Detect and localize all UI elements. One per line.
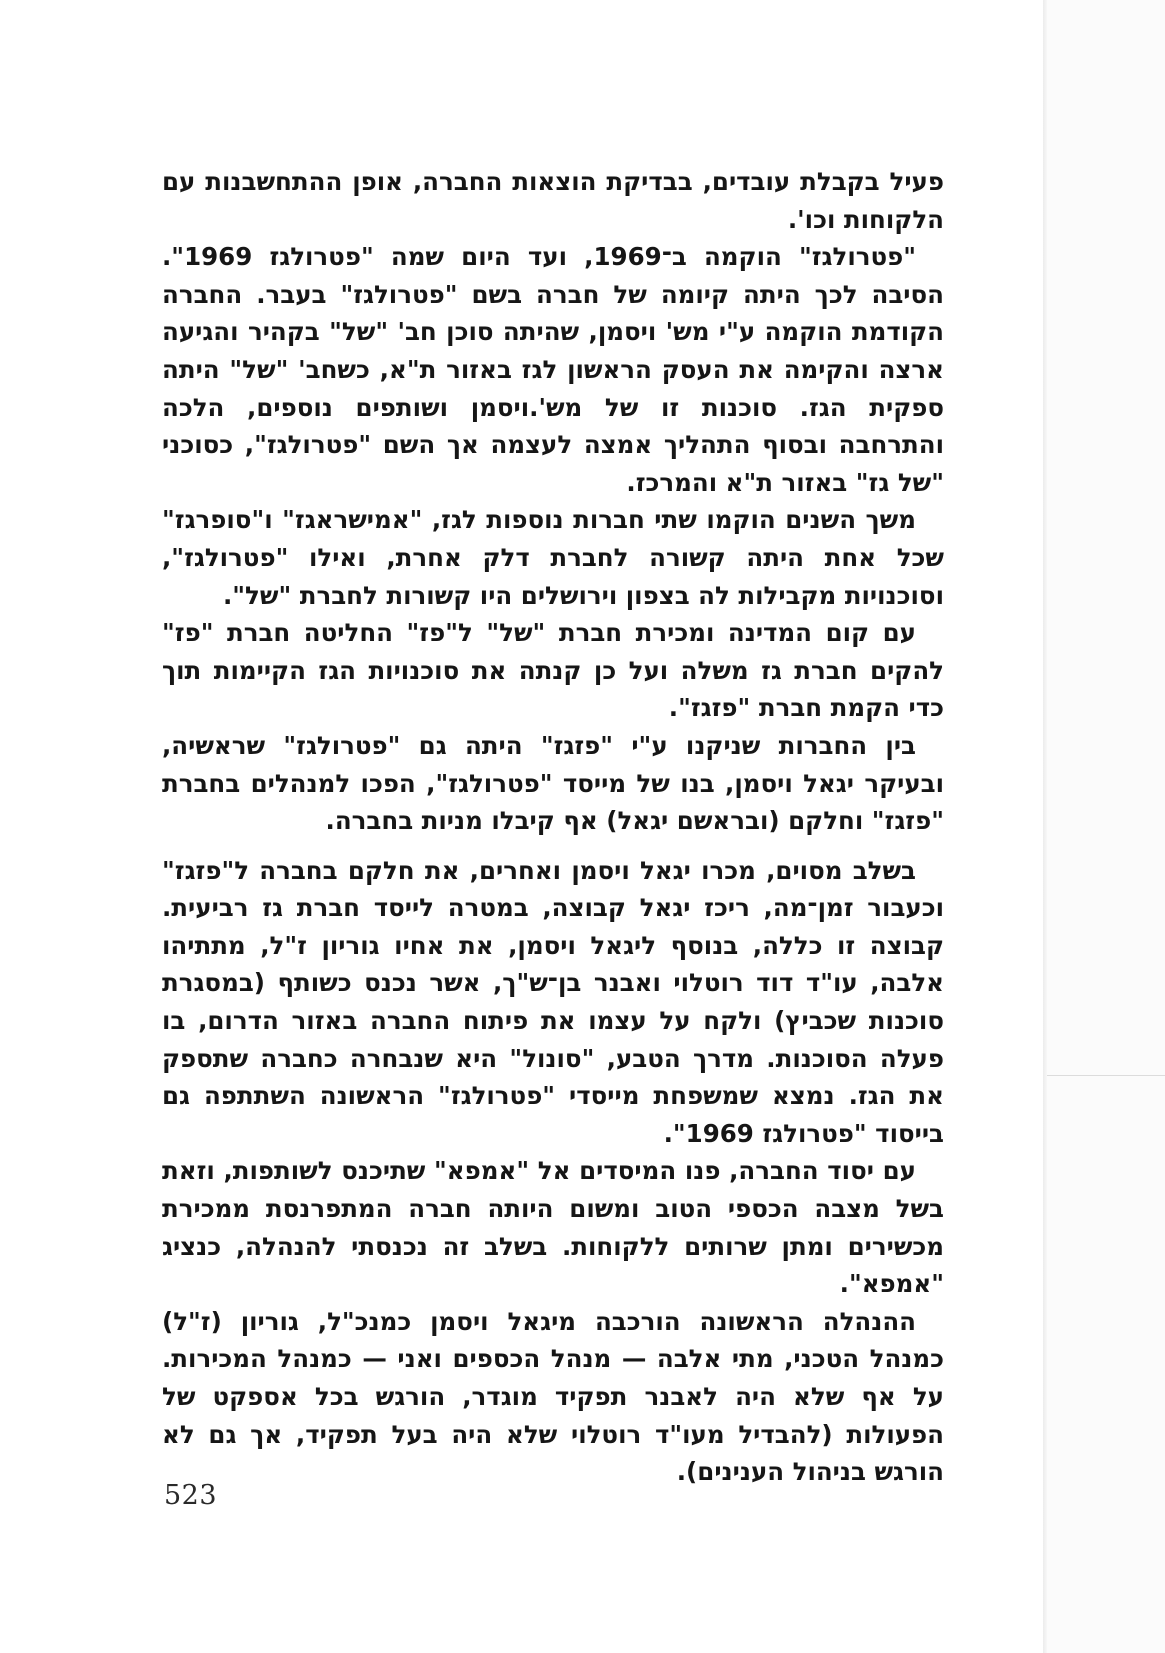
- paragraph: בין החברות שניקנו ע"י "פזגז" היתה גם "פטרולגז" שראשיה, ובעיקר יגאל ויסמן, בנו של מייסד "פטרולגז", הפכו למנהלים בחברת "פזגז" וחלקם (ובראשם יגאל) אף קיבלו מניות בחברה.: [162, 730, 944, 836]
- page-number: 523: [164, 1480, 218, 1511]
- paragraph: עם יסוד החברה, פנו המיסדים אל "אמפא" שתיכנס לשותפות, וזאת בשל מצבה הכספי הטוב ומשום היותה חברה המתפרנסת ממכירת מכשירים ומתן שרותים ללקוחות. בשלב זה נכנסתי להנהלה, כנציג "אמפא".: [162, 1156, 944, 1299]
- paragraph: בשלב מסוים, מכרו יגאל ויסמן ואחרים, את חלקם בחברה ל"פזגז" וכעבור זמן־מה, ריכז יגאל קבוצה, במטרה לייסד חברת גז רביעית. קבוצה זו כללה, בנוסף ליגאל ויסמן, את אחיו גוריון ז"ל, מתתיהו אלבה, עו"ד דוד רוטלוי ואבנר בן־ש"ך, אשר נכנס כשותף (במסגרת סוכנות שכביץ) ולקח על עצמו את פיתוח החברה באזור הדרום, בו פעלה הסוכנות. מדרך הטבע, "סונול" היא שנבחרה כחברה שתספק את הגז. נמצא שמשפחת מייסדי "פטרולגז" הראשונה השתתפה גם בייסוד "פטרולגז 1969".: [162, 855, 944, 1148]
- paragraph: ההנהלה הראשונה הורכבה מיגאל ויסמן כמנכ"ל, גוריון (ז"ל) כמנהל הטכני, מתי אלבה — מנהל הכספים ואני — כמנהל המכירות. על אף שלא היה לאבנר תפקיד מוגדר, הורגש בכל אספקט של הפעולות (להבדיל מעו"ד רוטלוי שלא היה בעל תפקיד, אך גם לא הורגש בניהול הענינים).: [162, 1306, 944, 1487]
- gutter-mark: [1047, 1075, 1165, 1076]
- paragraph: משך השנים הוקמו שתי חברות נוספות לגז, "אמישראגז" ו"סופרגז" שכל אחת היתה קשורה לחברת דלק אחרת, ואילו "פטרולגז", וסוכנויות מקבילות לה בצפון וירושלים היו קשורות לחברת "של".: [162, 505, 944, 610]
- paragraph: פעיל בקבלת עובדים, בבדיקת הוצאות החברה, אופן ההתחשבנות עם הלקוחות וכו'.: [162, 167, 944, 234]
- paragraph: "פטרולגז" הוקמה ב־1969, ועד היום שמה "פטרולגז 1969". הסיבה לכך היתה קיומה של חברה בשם "פטרולגז" בעבר. החברה הקודמת הוקמה ע"י מש' ויסמן, שהיתה סוכן חב' "של" בקהיר והגיעה ארצה והקימה את העסק הראשון לגז באזור ת"א, כשחב' "של" היתה ספקית הגז. סוכנות זו של מש'.ויסמן ושותפים נוספים, הלכה והתרחבה ובסוף התהליך אמצה לעצמה אך השם "פטרולגז", כסוכני "של גז" באזור ת"א והמרכז.: [162, 242, 944, 497]
- gutter-edge: [1043, 0, 1047, 1653]
- page-gutter: [1047, 0, 1165, 1653]
- body-text: [162, 163, 944, 1491]
- paragraph: עם קום המדינה ומכירת חברת "של" ל"פז" החליטה חברת "פז" להקים חברת גז משלה ועל כן קנתה את סוכנויות הגז הקיימות תוך כדי הקמת חברת "פזגז".: [162, 618, 944, 723]
